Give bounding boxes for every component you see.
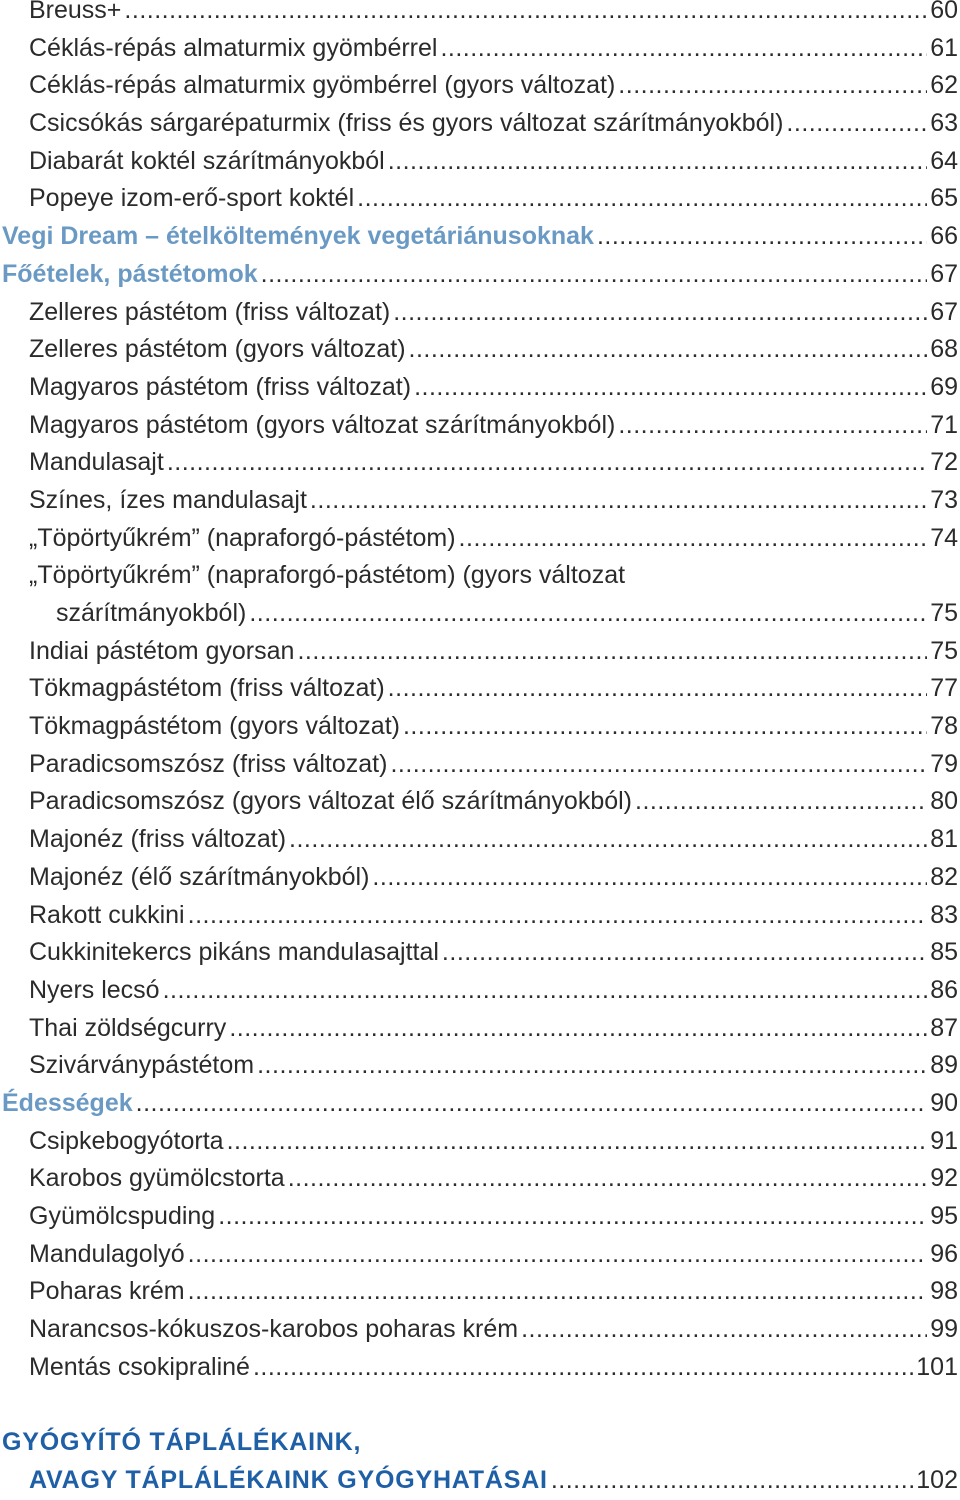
toc-entry[interactable] bbox=[0, 1010, 958, 1048]
toc-entry-page: 82 bbox=[930, 862, 958, 891]
toc-entry[interactable] bbox=[0, 331, 958, 369]
toc-entry[interactable] bbox=[0, 1236, 958, 1274]
toc-category-title: Édességek bbox=[2, 1088, 133, 1117]
toc-entry-page: 95 bbox=[930, 1202, 958, 1230]
toc-entry-page: 60 bbox=[930, 0, 958, 24]
toc-entry-page: 77 bbox=[930, 674, 958, 703]
toc-entry-page: 72 bbox=[930, 448, 958, 477]
toc-entry-title: Gyümölcspuding bbox=[29, 1202, 216, 1230]
toc-entry[interactable] bbox=[0, 30, 958, 68]
toc-entry-title: „Töpörtyűkrém” (napraforgó-pástétom) (gyors változat bbox=[29, 561, 626, 590]
toc-entry[interactable] bbox=[0, 143, 958, 181]
toc-entry-title: Mandulagolyó bbox=[29, 1239, 185, 1268]
toc-entry[interactable] bbox=[0, 1349, 958, 1387]
toc-entry[interactable] bbox=[0, 1160, 958, 1198]
toc-entry[interactable] bbox=[0, 1047, 958, 1085]
toc-entry-page: 74 bbox=[930, 523, 958, 552]
toc-entry-page: 89 bbox=[930, 1051, 958, 1080]
toc-entry[interactable] bbox=[0, 934, 958, 972]
toc-entry-page: 69 bbox=[930, 372, 958, 401]
dot-leader bbox=[188, 1236, 928, 1274]
toc-entry-page: 65 bbox=[930, 184, 958, 213]
toc-entry-page: 102 bbox=[916, 1465, 958, 1494]
dot-leader bbox=[403, 708, 927, 746]
dot-leader bbox=[414, 369, 927, 407]
toc-entry-title: Csicsókás sárgarépaturmix (friss és gyors változat szárítmányokból) bbox=[29, 109, 784, 138]
toc-category-title: Főételek, pástétomok bbox=[2, 259, 258, 288]
toc-entry-page: 80 bbox=[930, 787, 958, 816]
toc-entry[interactable] bbox=[0, 294, 958, 332]
toc-entry-page: 75 bbox=[930, 599, 958, 627]
toc-entry[interactable] bbox=[0, 821, 958, 859]
dot-leader bbox=[253, 1349, 913, 1387]
dot-leader bbox=[442, 934, 927, 972]
toc-entry-page: 87 bbox=[930, 1013, 958, 1042]
toc-entry[interactable] bbox=[0, 180, 958, 218]
toc-entry-title: Magyaros pástétom (gyors változat szárítmányokból) bbox=[29, 410, 616, 439]
toc-entry-page: 91 bbox=[930, 1126, 958, 1155]
toc-entry-title: Breuss+ bbox=[29, 0, 122, 24]
toc-entry-title: Zelleres pástétom (gyors változat) bbox=[29, 335, 406, 364]
toc-entry-title: Szivárványpástétom bbox=[29, 1051, 255, 1080]
dot-leader bbox=[310, 482, 927, 520]
dot-leader bbox=[257, 1047, 927, 1085]
toc-entry-title: Indiai pástétom gyorsan bbox=[29, 636, 295, 665]
dot-leader bbox=[288, 1160, 928, 1198]
toc-entry[interactable] bbox=[0, 444, 958, 482]
toc-category-heading[interactable] bbox=[0, 218, 958, 256]
toc-entry[interactable] bbox=[0, 369, 958, 407]
toc-entry[interactable] bbox=[0, 1198, 958, 1236]
dot-leader bbox=[227, 1123, 928, 1161]
toc-entry-page: 92 bbox=[930, 1164, 958, 1193]
toc-category-title: Vegi Dream – ételköltemények vegetáriánusoknak bbox=[2, 222, 594, 251]
dot-leader bbox=[229, 1010, 927, 1048]
dot-leader bbox=[618, 407, 927, 445]
toc-entry-title: Csipkebogyótorta bbox=[29, 1126, 224, 1155]
toc-entry-title: Majonéz (élő szárítmányokból) bbox=[29, 862, 370, 891]
toc-entry[interactable] bbox=[0, 783, 958, 821]
dot-leader bbox=[459, 520, 928, 558]
toc-entry-title: Paradicsomszósz (gyors változat élő szárítmányokból) bbox=[29, 787, 633, 816]
toc-entry-page: 79 bbox=[930, 749, 958, 778]
toc-entry-page: 62 bbox=[930, 71, 958, 100]
toc-entry-page: 64 bbox=[930, 146, 958, 175]
dot-leader bbox=[786, 105, 927, 143]
dot-leader bbox=[409, 331, 928, 369]
dot-leader bbox=[597, 218, 927, 256]
toc-entry-page: 63 bbox=[930, 109, 958, 138]
toc-entry-title: Tökmagpástétom (gyors változat) bbox=[29, 712, 400, 741]
toc-entry-title: Céklás-répás almaturmix gyömbérrel (gyors változat) bbox=[29, 71, 616, 100]
dot-leader bbox=[167, 444, 927, 482]
dot-leader bbox=[635, 783, 927, 821]
toc-entry-title: Popeye izom-erő-sport koktél bbox=[29, 184, 355, 213]
toc-entry[interactable] bbox=[0, 633, 958, 671]
dot-leader bbox=[188, 897, 928, 935]
dot-leader bbox=[289, 821, 927, 859]
toc-entry[interactable] bbox=[0, 1123, 958, 1161]
toc-entry-title: Narancsos-kókuszos-karobos poharas krém bbox=[29, 1315, 519, 1344]
section-spacer bbox=[0, 1386, 958, 1424]
toc-entry-title: Tökmagpástétom (friss változat) bbox=[29, 674, 385, 703]
dot-leader bbox=[390, 746, 927, 784]
toc-entry-page: 98 bbox=[930, 1277, 958, 1306]
toc-entry[interactable] bbox=[0, 67, 958, 105]
toc-entry-page: 71 bbox=[930, 410, 958, 439]
toc-entry[interactable] bbox=[0, 557, 958, 632]
toc-entry-page: 86 bbox=[930, 975, 958, 1004]
toc-entry-page: 101 bbox=[916, 1352, 958, 1381]
toc-entry-title: Zelleres pástétom (friss változat) bbox=[29, 297, 391, 326]
toc-entry-page: 96 bbox=[930, 1239, 958, 1268]
dot-leader bbox=[551, 1462, 913, 1500]
toc-entry-title: Magyaros pástétom (friss változat) bbox=[29, 372, 412, 401]
toc-entry-page: 81 bbox=[930, 825, 958, 854]
toc-entry[interactable] bbox=[0, 897, 958, 935]
toc-entry-page: 67 bbox=[930, 297, 958, 326]
toc-category-heading[interactable] bbox=[0, 256, 958, 294]
dot-leader bbox=[388, 670, 928, 708]
dot-leader bbox=[124, 0, 927, 30]
toc-entry[interactable] bbox=[0, 859, 958, 897]
dot-leader bbox=[440, 30, 927, 68]
section-heading-line-2: AVAGY TÁPLÁLÉKAINK GYÓGYHATÁSAI bbox=[29, 1465, 548, 1494]
toc-entry[interactable] bbox=[0, 1273, 958, 1311]
toc-section-heading[interactable] bbox=[0, 1424, 958, 1499]
toc-entry-page: 85 bbox=[930, 938, 958, 967]
toc-entry-title: Paradicsomszósz (friss változat) bbox=[29, 749, 388, 778]
toc-entry[interactable] bbox=[0, 0, 958, 30]
dot-leader bbox=[261, 256, 928, 294]
toc-entry-title: Színes, ízes mandulasajt bbox=[29, 485, 307, 514]
toc-entry-page: 99 bbox=[930, 1315, 958, 1344]
toc-entry-title: Cukkinitekercs pikáns mandulasajttal bbox=[29, 938, 439, 967]
toc-entry[interactable] bbox=[0, 972, 958, 1010]
toc-entry-page: 83 bbox=[930, 900, 958, 929]
toc-entry-title: Nyers lecsó bbox=[29, 975, 160, 1004]
toc-entry[interactable] bbox=[0, 670, 958, 708]
dot-leader bbox=[188, 1273, 928, 1311]
dot-leader bbox=[297, 633, 927, 671]
toc-entry-title: Karobos gyümölcstorta bbox=[29, 1164, 285, 1193]
toc-entry[interactable] bbox=[0, 746, 958, 784]
dot-leader bbox=[163, 972, 928, 1010]
toc-entry[interactable] bbox=[0, 708, 958, 746]
toc-entry-page: 66 bbox=[930, 222, 958, 251]
toc-entry-page: 73 bbox=[930, 485, 958, 514]
section-heading-line-1: GYÓGYÍTÓ TÁPLÁLÉKAINK, bbox=[2, 1428, 362, 1457]
toc-entry-title: Diabarát koktél szárítmányokból bbox=[29, 146, 385, 175]
toc-entry[interactable] bbox=[0, 482, 958, 520]
dot-leader bbox=[521, 1311, 927, 1349]
toc-entry-page: 90 bbox=[930, 1088, 958, 1117]
toc-category-heading[interactable] bbox=[0, 1085, 958, 1123]
toc-entry[interactable] bbox=[0, 105, 958, 143]
toc-entry-page: 78 bbox=[930, 712, 958, 741]
dot-leader bbox=[249, 595, 927, 633]
toc-entry-page: 75 bbox=[930, 636, 958, 665]
toc-entry-title: Mandulasajt bbox=[29, 448, 164, 477]
toc-entry-title: „Töpörtyűkrém” (napraforgó-pástétom) bbox=[29, 523, 456, 552]
toc-entry-page: 61 bbox=[930, 33, 958, 62]
toc-entry[interactable] bbox=[0, 1311, 958, 1349]
toc-entry-title: Poharas krém bbox=[29, 1277, 185, 1306]
dot-leader bbox=[218, 1198, 927, 1236]
toc-entry-page: 67 bbox=[930, 259, 958, 288]
dot-leader bbox=[388, 143, 927, 181]
dot-leader bbox=[618, 67, 927, 105]
toc-entry-title-continuation: szárítmányokból) bbox=[56, 599, 247, 627]
dot-leader bbox=[372, 859, 927, 897]
toc-entry[interactable] bbox=[0, 407, 958, 445]
toc-entry-title: Mentás csokipraliné bbox=[29, 1352, 250, 1381]
dot-leader bbox=[357, 180, 927, 218]
toc-entry[interactable] bbox=[0, 520, 958, 558]
dot-leader bbox=[136, 1085, 928, 1123]
toc-entry-title: Majonéz (friss változat) bbox=[29, 825, 287, 854]
toc-entry-title: Céklás-répás almaturmix gyömbérrel bbox=[29, 33, 438, 62]
dot-leader bbox=[393, 294, 927, 332]
toc-entry-page: 68 bbox=[930, 335, 958, 364]
toc-entry-title: Rakott cukkini bbox=[29, 900, 185, 929]
toc-entry-title: Thai zöldségcurry bbox=[29, 1013, 227, 1042]
